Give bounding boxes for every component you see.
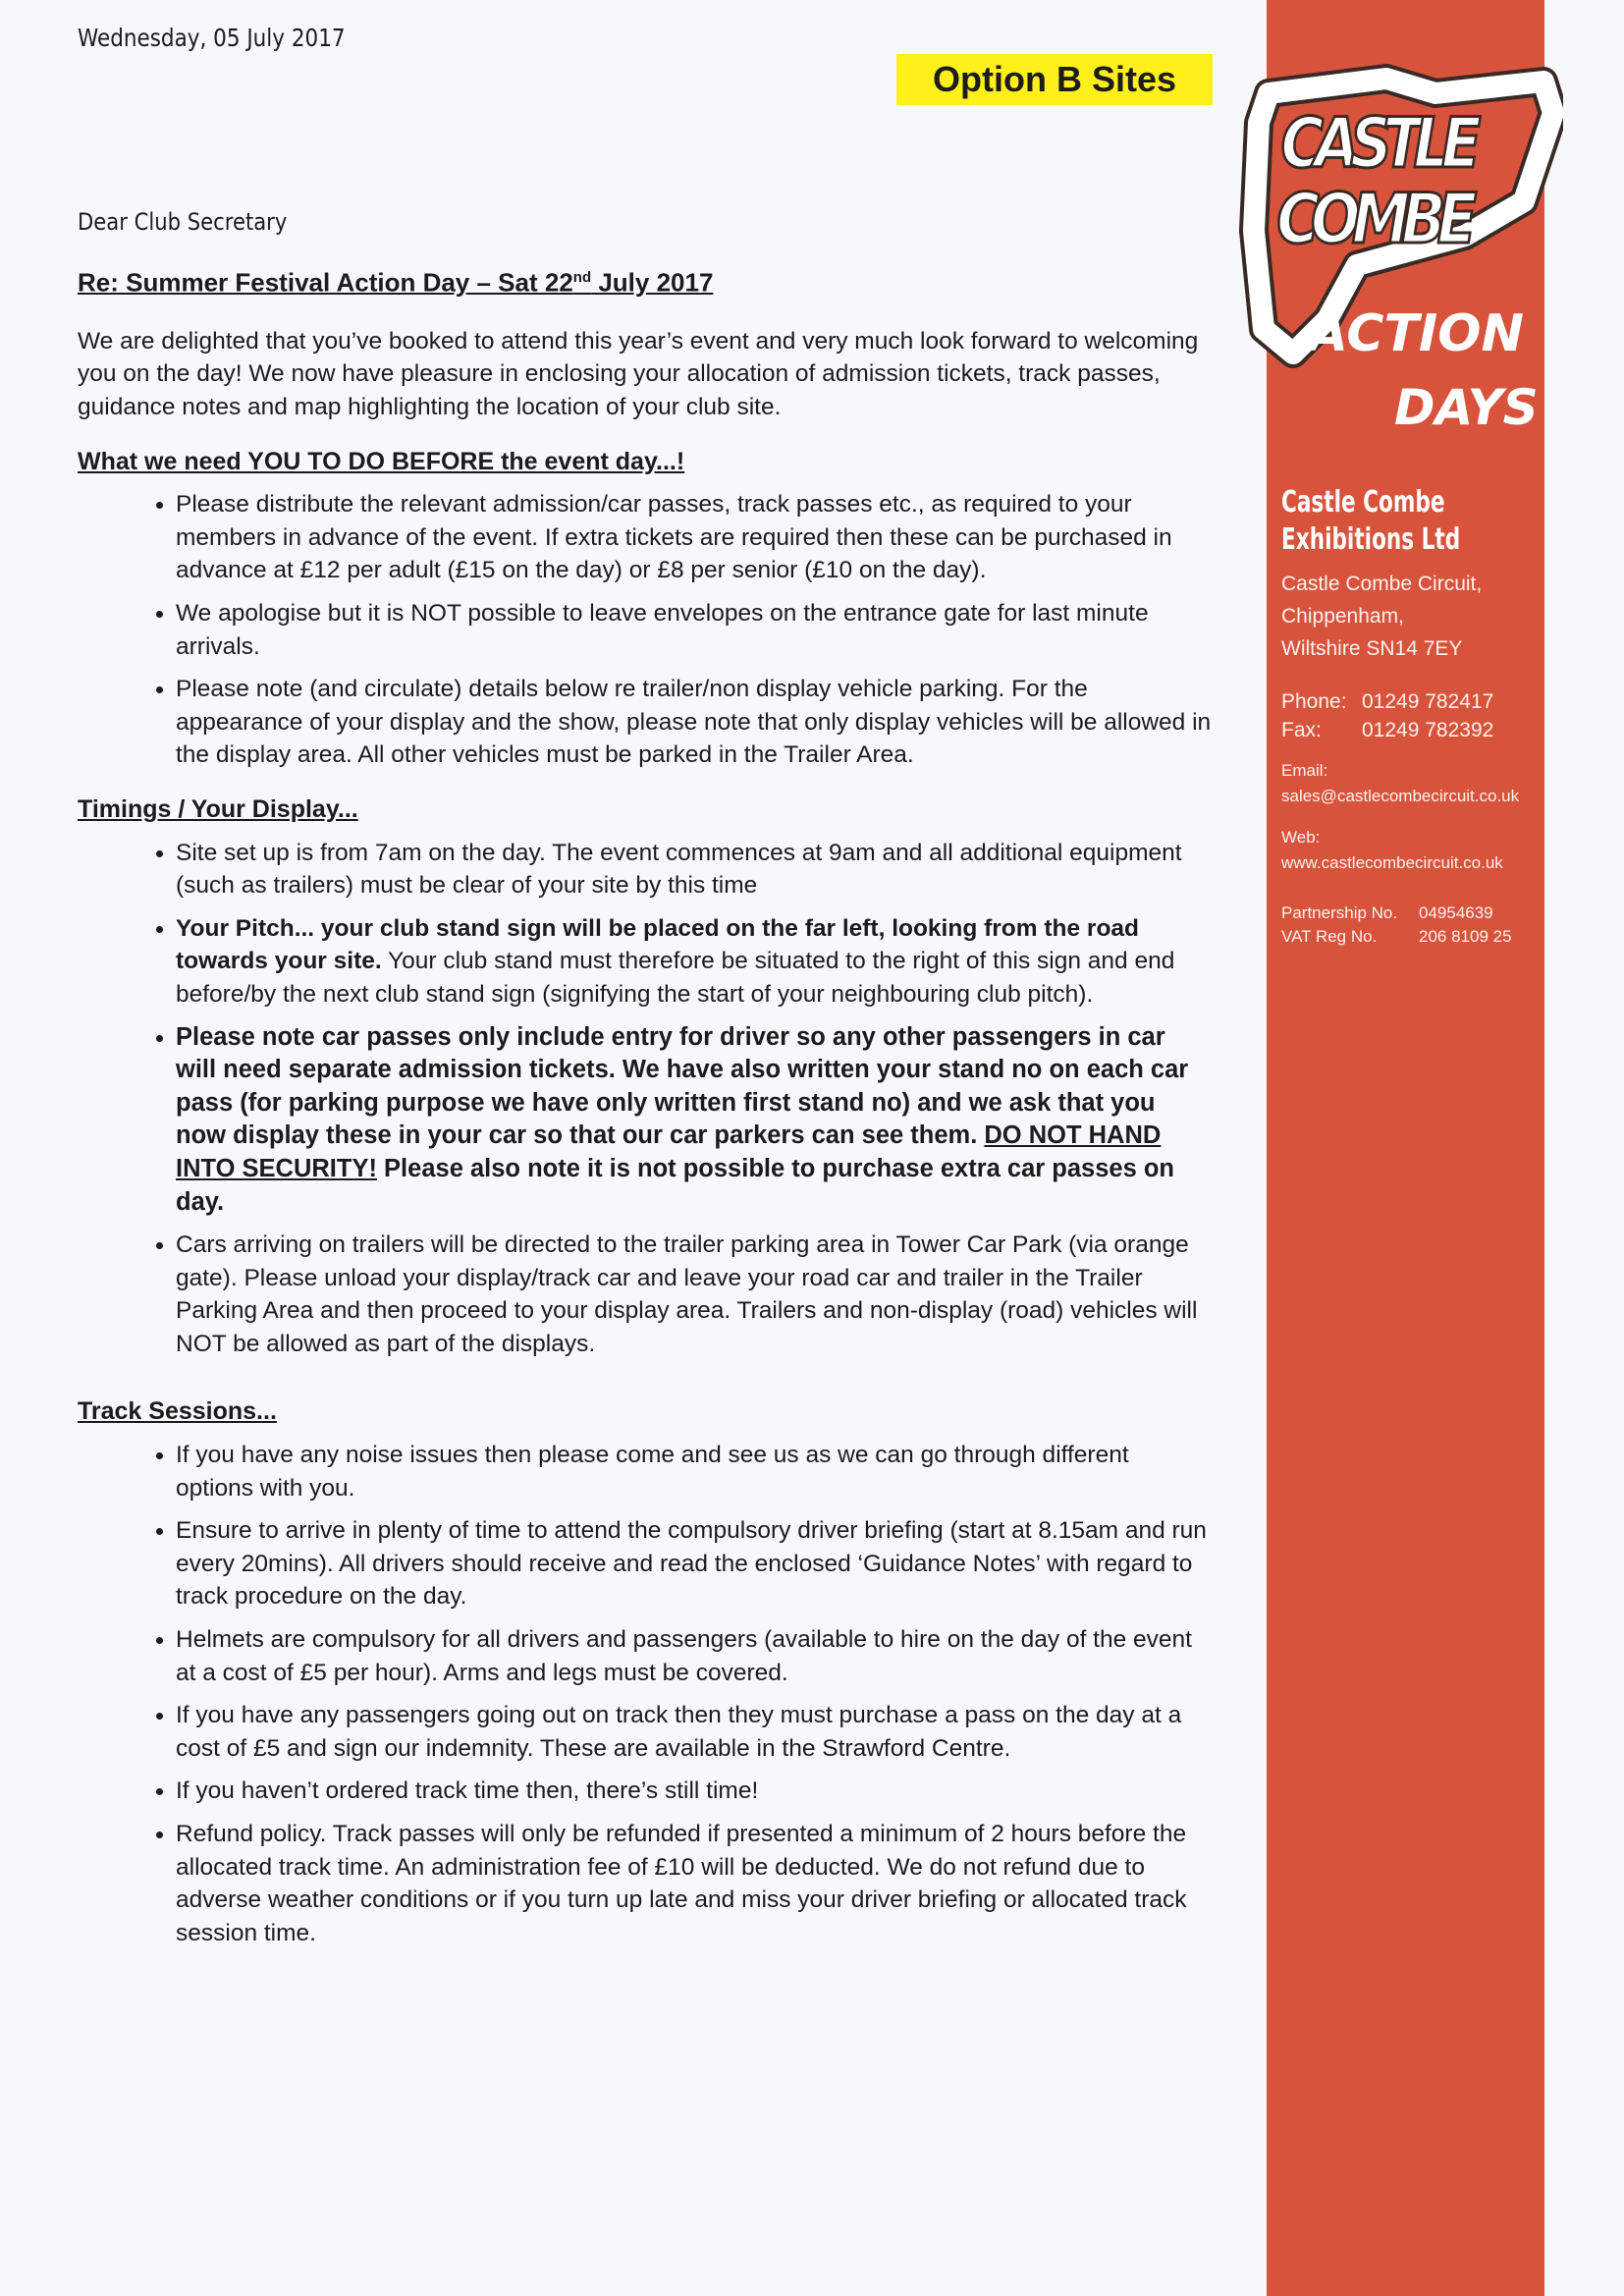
address-line: Wiltshire SN14 7EY bbox=[1281, 637, 1463, 660]
registration-block bbox=[1281, 902, 1512, 949]
list-item: • Site set up is from 7am on the day. The event commences at 9am and all additional equipment (such as trailers) must be clear of your site by this time bbox=[176, 837, 1212, 902]
address-line: Castle Combe Circuit, bbox=[1281, 573, 1483, 595]
castle-combe-logo bbox=[1239, 54, 1563, 368]
security-warning: DO NOT HAND INTO SECURITY! bbox=[176, 1121, 1162, 1182]
subject-post: July 2017 bbox=[591, 267, 714, 298]
list-item: • Helmets are compulsory for all drivers and passengers (available to hire on the day of the event at a cost of £5 per hour). Arms and legs must be covered. bbox=[176, 1623, 1212, 1689]
fax-number: 01249 782392 bbox=[1362, 719, 1494, 741]
phone-label: Phone: bbox=[1281, 690, 1347, 713]
logo-text-days: DAYS bbox=[1394, 379, 1539, 436]
logo-text-action: ACTION bbox=[1308, 304, 1524, 363]
email-block bbox=[1281, 758, 1519, 809]
list-item: • Please note (and circulate) details below re trailer/non display vehicle parking. For the appearance of your display and the show, please note that only display vehicles will be allowed in the display area. All other vehicles must be parked in the Trailer Area. bbox=[176, 673, 1212, 772]
address bbox=[1281, 568, 1482, 665]
web-label: Web: bbox=[1281, 828, 1321, 847]
letter-body bbox=[78, 206, 1212, 1959]
section-heading-timings: Timings / Your Display... bbox=[78, 794, 358, 823]
list-item: • Refund policy. Track passes will only be refunded if presented a minimum of 2 hours before the allocated track time. An administration fee of £10 will be deducted. We do not refund due to adverse weather conditions or if you turn up late and miss your driver briefing or allocated track session time. bbox=[176, 1818, 1212, 1949]
option-badge: Option B Sites bbox=[896, 54, 1213, 105]
vat-label: VAT Reg No. bbox=[1281, 927, 1378, 946]
car-pass-text: Please note car passes only include entry for driver so any other passengers in car will need separate admission tickets. We have also written your stand no on each car pass (for parking purpose we have only written first stand no) and we ask that you now display these in your car so that our car parkers can see them. bbox=[176, 1022, 1189, 1150]
list-item: • We apologise but it is NOT possible to leave envelopes on the entrance gate for last minute arrivals. bbox=[176, 597, 1212, 663]
list-item bbox=[176, 1021, 1212, 1220]
car-pass-note: Please also note it is not possible to purchase extra car passes on day. bbox=[176, 1154, 1175, 1216]
list-item: • If you have any noise issues then please come and see us as we can go through different options with you. bbox=[176, 1439, 1212, 1504]
email-label: Email: bbox=[1281, 761, 1328, 780]
web-link[interactable]: www.castlecombecircuit.co.uk bbox=[1281, 853, 1503, 872]
track-list bbox=[78, 1439, 1212, 1949]
list-item bbox=[176, 912, 1212, 1011]
contact-numbers bbox=[1281, 687, 1493, 744]
intro-paragraph: We are delighted that you’ve booked to attend this year’s event and very much look forward to welcoming you on the day! We now have pleasure in enclosing your allocation of admission tickets, track passes, guidance notes and map highlighting the location of your club site. bbox=[78, 327, 1199, 421]
vat-number: 206 8109 25 bbox=[1419, 927, 1512, 946]
section-heading-before-event: What we need YOU TO DO BEFORE the event day...! bbox=[78, 447, 685, 475]
partnership-number: 04954639 bbox=[1419, 903, 1493, 922]
list-item: • Ensure to arrive in plenty of time to attend the compulsory driver briefing (start at 8.15am and run every 20mins). All drivers should receive and read the enclosed ‘Guidance Notes’ with regard to track procedure on the day. bbox=[176, 1514, 1212, 1613]
address-line: Chippenham, bbox=[1281, 605, 1404, 628]
list-item: • Please distribute the relevant admission/car passes, track passes etc., as required to your members in advance of the event. If extra tickets are required then these can be purchased in advance at £12 per adult (£15 on the day) or £8 per senior (£10 on the day). bbox=[176, 488, 1212, 587]
company-name-1: Castle Combe bbox=[1281, 485, 1445, 519]
fax-label: Fax: bbox=[1281, 719, 1322, 741]
pitch-bold: Your Pitch... your club stand sign will be placed on the far left, looking from the road towards your site. bbox=[176, 914, 1140, 975]
subject-sup: nd bbox=[572, 268, 592, 286]
section-heading-track: Track Sessions... bbox=[78, 1397, 277, 1426]
timings-list bbox=[78, 837, 1212, 1361]
pitch-rest: Your club stand must therefore be situated to the right of this sign and end before/by the next club stand sign (signifying the start of your neighbouring club pitch). bbox=[176, 948, 1175, 1008]
phone-number: 01249 782417 bbox=[1362, 690, 1494, 713]
subject-pre: Re: Summer Festival Action Day – Sat 22 bbox=[78, 267, 573, 298]
partnership-label: Partnership No. bbox=[1281, 903, 1398, 922]
email-link[interactable]: sales@castlecombecircuit.co.uk bbox=[1281, 787, 1520, 805]
logo-text-combe: COMBE bbox=[1276, 180, 1478, 260]
list-item: • If you have any passengers going out on track then they must purchase a pass on the day at a cost of £5 and sign our indemnity. These are available in the Strawford Centre. bbox=[176, 1699, 1212, 1765]
salutation: Dear Club Secretary bbox=[78, 208, 288, 236]
letter-date: Wednesday, 05 July 2017 bbox=[78, 24, 346, 52]
logo-text-castle: CASTLE bbox=[1280, 104, 1482, 185]
list-item: • Cars arriving on trailers will be directed to the trailer parking area in Tower Car Park (via orange gate). Please unload your display/track car and leave your road car and trailer in the Trailer Parking Area and then proceed to your display area. Trailers and non-display (road) vehicles will NOT be allowed as part of the displays. bbox=[176, 1229, 1212, 1360]
list-item: • If you haven’t ordered track time then, there’s still time! bbox=[176, 1775, 1212, 1808]
before-event-list bbox=[78, 488, 1212, 772]
company-name-2: Exhibitions Ltd bbox=[1281, 522, 1461, 557]
subject-line bbox=[78, 261, 1212, 300]
web-block bbox=[1281, 825, 1503, 876]
